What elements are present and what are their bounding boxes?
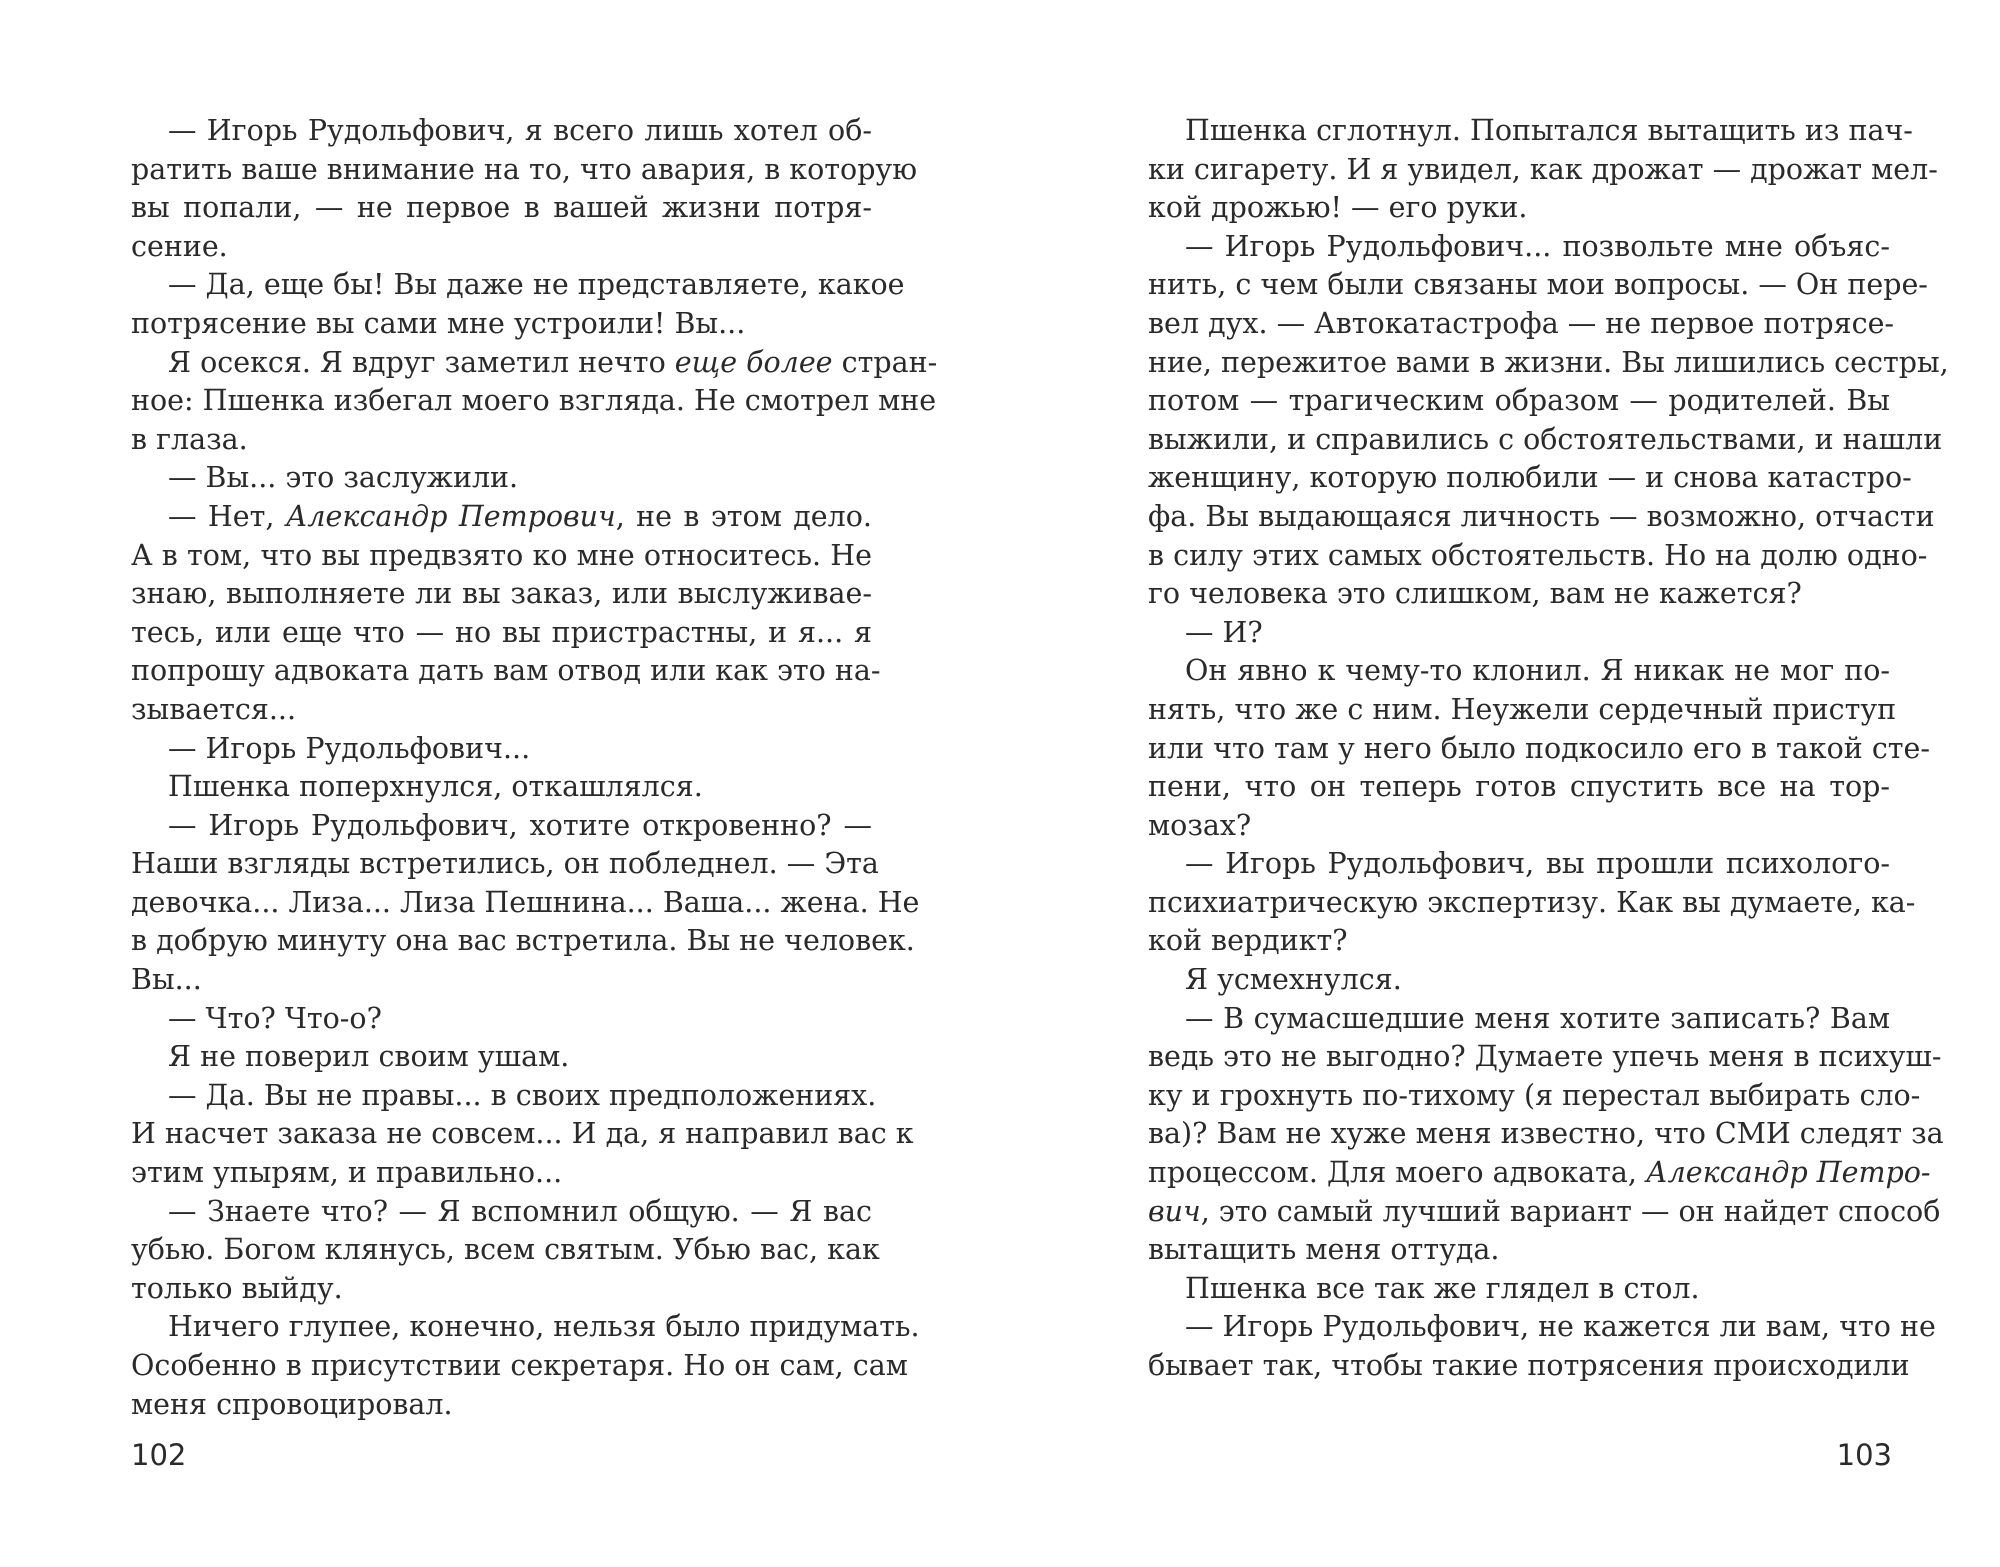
text-line [1148, 1154, 1931, 1193]
text-line: — Игорь Рудольфович, хотите откровенно? — [168, 808, 872, 842]
text-line: убью. Богом клянусь, всем святым. Убью вас, как [131, 1233, 880, 1267]
text-line: кой дрожью! — его руки. [1148, 191, 1528, 225]
text-run: , не в этом дело. [615, 499, 872, 533]
text-line: Вы... [131, 963, 202, 997]
text-line: кой вердикт? [1148, 924, 1348, 958]
page-number: 103 [1836, 1438, 1892, 1472]
text-line: нить, с чем были связаны мои вопросы. — Он пере- [1148, 268, 1928, 302]
text-line [131, 344, 938, 383]
italic-text: Александр Петрович [285, 499, 616, 533]
right-page-text [1148, 112, 1949, 1386]
page-number: 102 [131, 1438, 187, 1472]
text-line: Наши взгляды встретились, он побледнел. — Эта [131, 847, 879, 881]
text-line: — Знаете что? — Я вспомнил общую. — Я вас [168, 1194, 872, 1228]
text-line: го человека это слишком, вам не кажется? [1148, 577, 1802, 611]
text-line: — Что? Что-о? [168, 1001, 382, 1035]
italic-text: вич [1148, 1194, 1201, 1228]
text-line: ку и грохнуть по-тихому (я перестал выбирать сло- [1148, 1078, 1921, 1112]
text-line: Ничего глупее, конечно, нельзя было придумать. [168, 1310, 920, 1344]
text-line: потом — трагическим образом — родителей. Вы [1148, 384, 1890, 418]
text-line: — Игорь Рудольфович, я всего лишь хотел об- [168, 114, 872, 147]
text-line: нять, что же с ним. Неужели сердечный приступ [1148, 692, 1897, 726]
left-page-text [131, 112, 938, 1424]
text-line: А в том, что вы предвзято ко мне относитесь. Не [131, 538, 872, 572]
text-line: Особенно в присутствии секретаря. Но он сам, сам [131, 1349, 908, 1382]
text-line: Я усмехнулся. [1185, 963, 1402, 997]
text-line: женщину, которую полюбили — и снова катастро- [1148, 461, 1912, 495]
text-line: меня спровоцировал. [131, 1387, 453, 1421]
text-line: потрясение вы сами мне устроили! Вы... [131, 306, 746, 340]
text-line: вел дух. — Автокатастрофа — не первое потрясе- [1148, 306, 1895, 340]
text-run: — Нет, [168, 499, 286, 533]
text-line: — И? [1185, 615, 1263, 649]
text-line: — В сумасшедшие меня хотите записать? Вам [1185, 1001, 1890, 1035]
text-line: вы попали, — не первое в вашей жизни потря- [131, 191, 872, 225]
text-line: ратить ваше внимание на то, что авария, в которую [131, 152, 918, 186]
text-line: — Игорь Рудольфович, не кажется ли вам, что не [1185, 1310, 1936, 1344]
text-line: Я не поверил своим ушам. [168, 1040, 570, 1074]
text-line: девочка... Лиза... Лиза Пешнина... Ваша... жена. Не [131, 885, 920, 919]
text-line: — Вы... это заслужили. [168, 461, 519, 495]
text-line: Пшенка все так же глядел в стол. [1185, 1271, 1700, 1305]
italic-text: Александр Петро- [1646, 1156, 1931, 1190]
text-line: ва)? Вам не хуже меня известно, что СМИ следят за [1148, 1117, 1944, 1151]
text-line: зывается... [131, 692, 297, 726]
text-line: сение. [131, 229, 228, 263]
text-line: этим упырям, и правильно... [131, 1156, 563, 1190]
text-line: Пшенка поперхнулся, откашлялся. [168, 770, 703, 804]
text-line: психиатрическую экспертизу. Как вы думаете, ка- [1148, 885, 1916, 919]
text-line: тесь, или еще что — но вы пристрастны, и я... я [131, 615, 872, 649]
text-line: Пшенка сглотнул. Попытался вытащить из пач- [1185, 114, 1913, 147]
text-line: Он явно к чему-то клонил. Я никак не мог по- [1185, 654, 1890, 688]
text-line: попрошу адвоката дать вам отвод или как это на- [131, 654, 881, 688]
text-line: фа. Вы выдающаяся личность — возможно, отчасти [1148, 499, 1935, 533]
text-line: знаю, выполняете ли вы заказ, или выслуживае- [131, 577, 872, 611]
text-line: бывает так, чтобы такие потрясения происходили [1148, 1349, 1910, 1382]
text-line: — Игорь Рудольфович... [168, 731, 531, 765]
text-line: в силу этих самых обстоятельств. Но на долю одно- [1148, 538, 1928, 572]
text-line: или что там у него было подкосило его в такой сте- [1148, 731, 1931, 765]
text-line: в глаза. [131, 422, 248, 456]
italic-text: еще более [674, 345, 833, 379]
text-run: , это самый лучший вариант — он найдет способ [1200, 1194, 1941, 1228]
text-run: Я осекся. Я вдруг заметил нечто [168, 345, 675, 379]
text-line: — Игорь Рудольфович... позвольте мне объяс- [1185, 229, 1890, 263]
right-page [1000, 0, 2000, 1567]
text-line: ние, пережитое вами в жизни. Вы лишились сестры, [1148, 345, 1949, 379]
text-line: — Да. Вы не правы... в своих предположениях. [168, 1078, 877, 1112]
text-line: ное: Пшенка избегал моего взгляда. Не смотрел мне [131, 384, 937, 418]
text-line: ки сигарету. И я увидел, как дрожат — дрожат мел- [1148, 152, 1938, 186]
text-line [1148, 1193, 1941, 1232]
text-run: процессом. Для моего адвоката, [1148, 1156, 1647, 1190]
text-line: вытащить меня оттуда. [1148, 1233, 1500, 1267]
text-run: стран- [832, 345, 938, 379]
text-line: пени, что он теперь готов спустить все на тор- [1148, 770, 1890, 804]
text-line [131, 498, 872, 537]
text-line: выжили, и справились с обстоятельствами, и нашли [1148, 422, 1943, 456]
text-line: мозах? [1148, 808, 1252, 842]
text-line: только выйду. [131, 1271, 343, 1305]
text-line: ведь это не выгодно? Думаете упечь меня в психуш- [1148, 1040, 1942, 1074]
text-line: И насчет заказа не совсем... И да, я направил вас к [131, 1117, 914, 1151]
text-line: в добрую минуту она вас встретила. Вы не человек. [131, 924, 915, 958]
text-line: — Да, еще бы! Вы даже не представляете, какое [168, 268, 905, 302]
text-line: — Игорь Рудольфович, вы прошли психолого- [1185, 847, 1890, 881]
